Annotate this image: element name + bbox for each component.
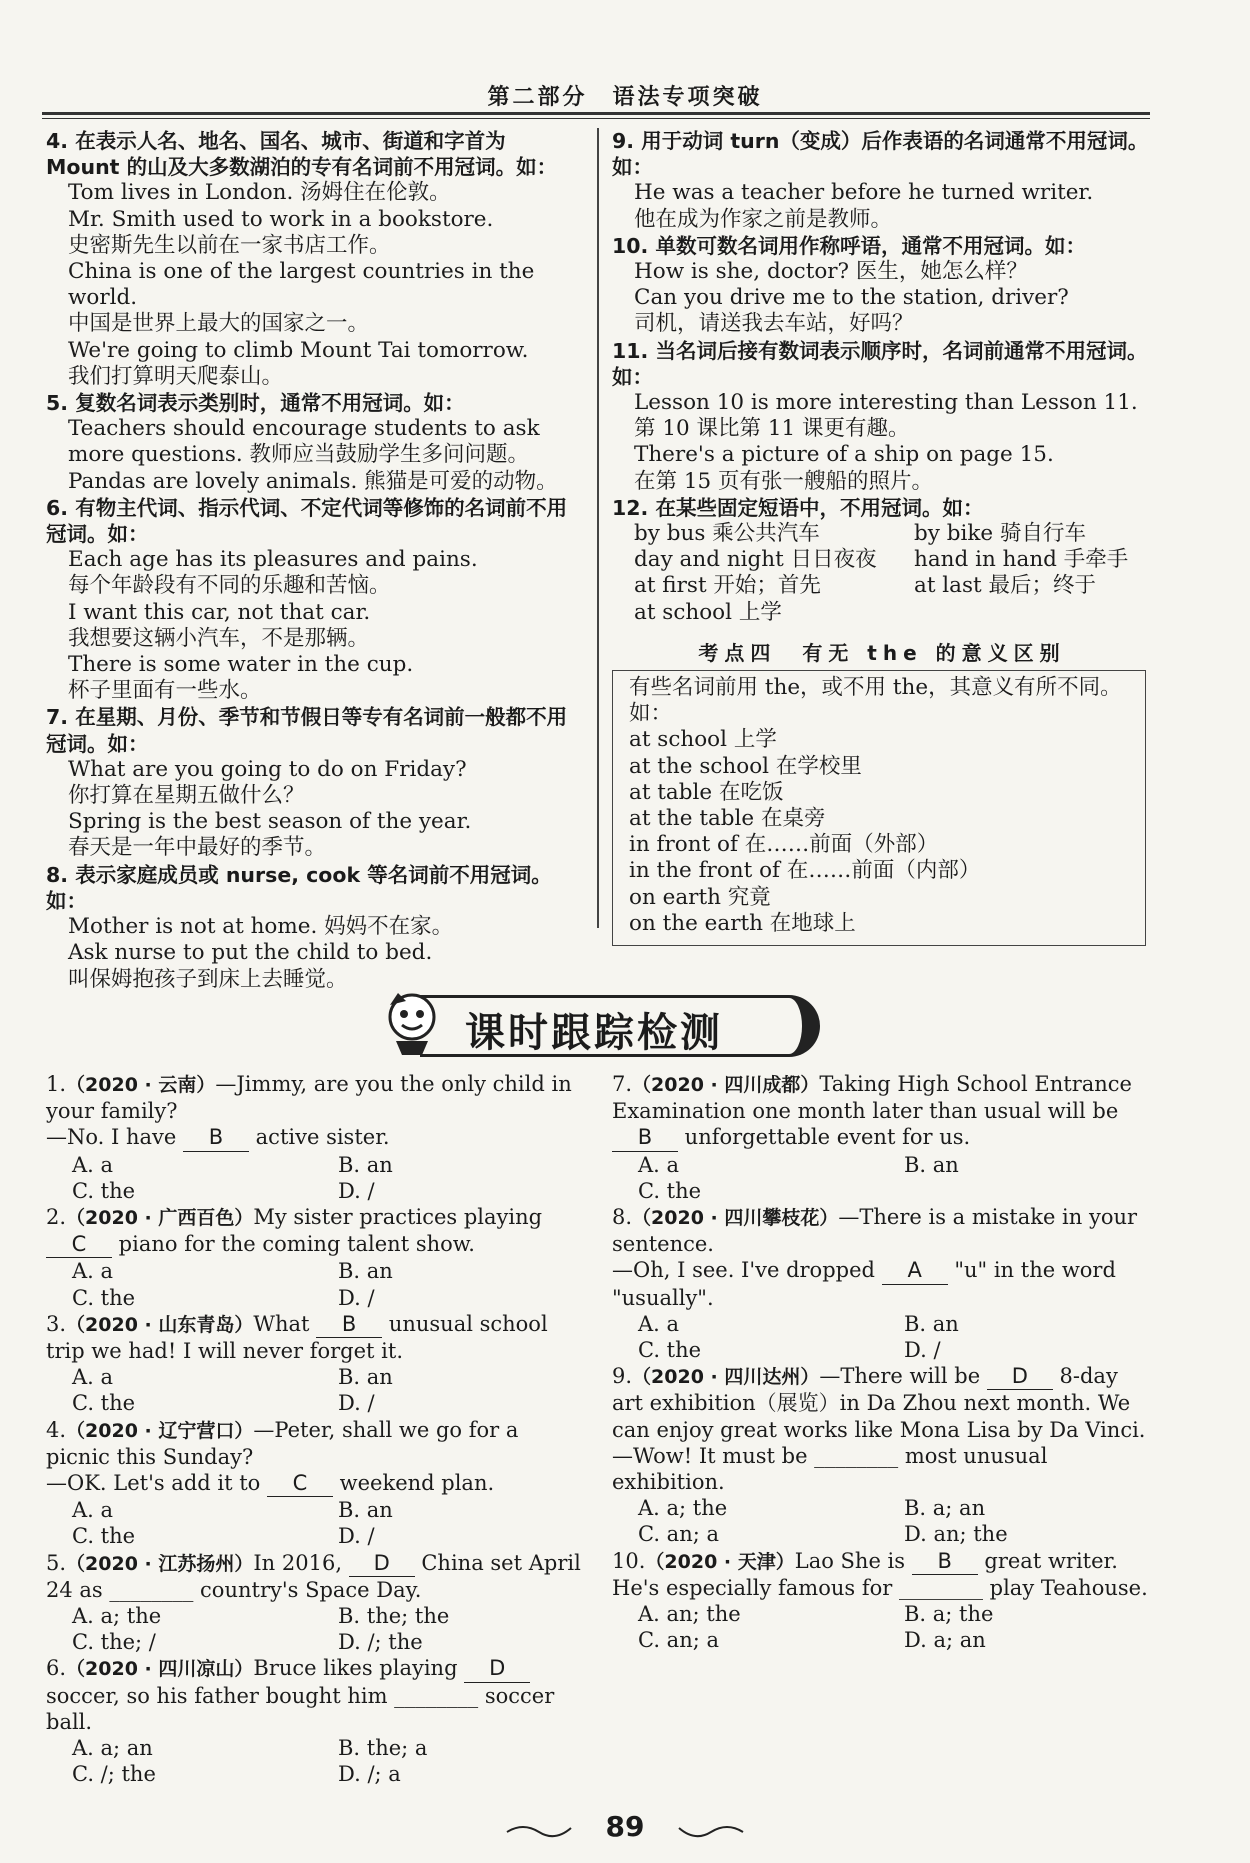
options-grid xyxy=(46,1258,586,1310)
section-banner xyxy=(360,987,820,1059)
example-line: He was a teacher before he turned writer. xyxy=(634,180,1094,206)
example-line: 每个年龄段有不同的乐趣和苦恼。 xyxy=(68,573,391,599)
options-grid xyxy=(612,1311,1152,1363)
example-line: 我们打算明天爬泰山。 xyxy=(68,363,284,389)
example-line: Lesson 10 is more interesting than Lesson 11. xyxy=(634,390,1138,416)
option: C. /; the xyxy=(72,1762,156,1787)
question-text: Lao She is xyxy=(794,1548,912,1573)
phrase-item: by bike 骑自行车 xyxy=(914,521,1086,547)
section-title: 第二部分 语法专项突破 xyxy=(487,84,763,110)
question-stem xyxy=(612,1204,1152,1257)
answer-blank: B xyxy=(912,1548,978,1575)
option: A. a xyxy=(72,1259,114,1284)
kaodian-item: at table 在吃饭 xyxy=(629,779,784,805)
example-line: 春天是一年中最好的季节。 xyxy=(68,835,327,861)
question-text: Taking High School Entrance Examination one month later than usual will be xyxy=(612,1072,1132,1124)
option: B. an xyxy=(338,1152,393,1177)
option: C. an; a xyxy=(638,1522,719,1547)
question-stem xyxy=(46,1204,586,1258)
kaodian-title: 考点四 有无 the 的意义区别 xyxy=(698,640,1066,665)
example-line: I want this car, not that car. xyxy=(68,599,371,625)
option: A. an; the xyxy=(638,1602,741,1627)
option xyxy=(904,1178,1104,1204)
left-rules-column xyxy=(46,128,586,993)
question-stem-cont xyxy=(46,1470,586,1497)
question-text: —Oh, I see. I've dropped xyxy=(612,1258,882,1283)
answer-blank: D xyxy=(349,1550,415,1577)
rule-heading: 5. 复数名词表示类别时，通常不用冠词。如： xyxy=(46,391,465,416)
flourish-right-icon xyxy=(675,1820,745,1842)
rule-heading: 9. 用于动词 turn（变成）后作表语的名词通常不用冠词。如： xyxy=(612,129,1149,180)
example-line: Tom lives in London. 汤姆住在伦敦。 xyxy=(68,180,451,206)
options-grid xyxy=(46,1603,586,1655)
example-line: How is she, doctor? 医生，她怎么样？ xyxy=(634,259,1028,285)
question-text: My sister practices playing xyxy=(253,1205,543,1230)
example-line: 在第 15 页有张一艘船的照片。 xyxy=(634,468,934,494)
option: A. a; the xyxy=(72,1604,162,1629)
example-line: Pandas are lovely animals. 熊猫是可爱的动物。 xyxy=(68,468,558,494)
phrase-item: by bus 乘公共汽车 xyxy=(634,521,820,547)
options-grid xyxy=(46,1497,586,1549)
question-text: —There is a mistake in your sentence. xyxy=(612,1205,1138,1257)
answer-blank: D xyxy=(464,1655,530,1682)
question-text: What xyxy=(253,1311,317,1336)
banner-label: 课时跟踪检测 xyxy=(465,1009,723,1056)
kaodian-item: on the earth 在地球上 xyxy=(629,910,856,936)
option: C. the xyxy=(72,1524,136,1549)
example-line: There's a picture of a ship on page 15. xyxy=(634,442,1054,468)
example-line: 第 10 课比第 11 课更有趣。 xyxy=(634,416,910,442)
question-item xyxy=(612,1071,1152,1204)
option: A. a; the xyxy=(638,1496,728,1521)
question-text-after: weekend plan. xyxy=(332,1471,495,1496)
example-line: 我想要这辆小汽车，不是那辆。 xyxy=(68,625,370,651)
question-text-after: great writer. He's especially famous for ________ play Teahouse. xyxy=(612,1548,1148,1600)
question-source: （2020 · 云南） xyxy=(66,1074,216,1096)
question-number: 4. xyxy=(46,1417,67,1442)
question-stem xyxy=(612,1363,1152,1495)
option: A. a xyxy=(638,1152,680,1177)
options-grid xyxy=(612,1601,1152,1653)
example-line: Can you drive me to the station, driver? xyxy=(634,285,1069,311)
question-number: 9. xyxy=(612,1364,633,1389)
example-line: 中国是世界上最大的国家之一。 xyxy=(68,311,370,337)
column-divider xyxy=(597,128,599,928)
header-rule xyxy=(42,112,1150,119)
kaodian-item: at school 上学 xyxy=(629,727,777,753)
option: C. the xyxy=(72,1285,136,1310)
question-stem xyxy=(46,1417,586,1470)
question-item xyxy=(46,1655,586,1787)
question-text-after: 8-day art exhibition（展览）in Da Zhou next month. We can enjoy great works like Mona Lisa by Da Vinci. —Wow! It must be ________ most unusual exhibition. xyxy=(612,1364,1146,1495)
example-line: There is some water in the cup. xyxy=(68,652,414,678)
rule-heading: 4. 在表示人名、地名、国名、城市、街道和字首为 Mount 的山及大多数湖泊的专有名词前不用冠词。如： xyxy=(46,129,558,180)
example-line: Spring is the best season of the year. xyxy=(68,809,472,835)
page-number: 89 xyxy=(605,1810,645,1843)
example-line: Each age has its pleasures and pains. xyxy=(68,547,478,573)
example-line: Ask nurse to put the child to bed. xyxy=(68,940,433,966)
kaodian-item: in the front of 在……前面（内部） xyxy=(629,858,981,884)
question-source: （2020 · 江苏扬州） xyxy=(66,1552,254,1575)
question-number: 7. xyxy=(612,1072,633,1096)
example-line: China is one of the largest countries in the world. xyxy=(68,259,535,311)
rule-heading: 11. 当名词后接有数词表示顺序时，名词前通常不用冠词。如： xyxy=(612,338,1148,389)
phrase-item: at school 上学 xyxy=(634,599,782,625)
example-line: Mr. Smith used to work in a bookstore. xyxy=(68,206,494,232)
question-text-after: soccer, so his father bought him ________ soccer ball. xyxy=(46,1683,555,1734)
answer-blank: D xyxy=(987,1363,1053,1390)
example-line: 你打算在星期五做什么？ xyxy=(68,783,305,809)
option: B. an xyxy=(904,1311,959,1336)
example-line: 杯子里面有一些水。 xyxy=(68,678,262,704)
question-source: （2020 · 广西百色） xyxy=(66,1207,254,1230)
option: B. an xyxy=(338,1365,393,1390)
option: B. the; the xyxy=(338,1604,450,1629)
answer-blank: C xyxy=(46,1231,112,1258)
phrase-item: day and night 日日夜夜 xyxy=(634,547,877,573)
question-stem xyxy=(46,1550,586,1603)
question-text-after: unusual school trip we had! I will never forget it. xyxy=(46,1311,548,1364)
example-line: Mother is not at home. 妈妈不在家。 xyxy=(68,914,454,940)
option: B. an xyxy=(904,1152,959,1177)
option: B. an xyxy=(338,1259,393,1284)
option: C. the xyxy=(72,1178,136,1203)
option: C. the xyxy=(72,1391,136,1416)
rule-heading: 7. 在星期、月份、季节和节假日等专有名词前一般都不用冠词。如： xyxy=(46,705,568,756)
options-grid xyxy=(612,1152,1152,1204)
question-number: 6. xyxy=(46,1656,67,1681)
question-source: （2020 · 四川攀枝花） xyxy=(632,1207,839,1230)
question-text-after: unforgettable event for us. xyxy=(678,1125,971,1150)
example-line: 叫保姆抱孩子到床上去睡觉。 xyxy=(68,966,348,992)
question-item xyxy=(46,1311,586,1417)
mascot-icon xyxy=(376,987,448,1059)
answer-blank: C xyxy=(267,1470,333,1497)
question-text: In 2016, xyxy=(253,1550,349,1575)
question-source: （2020 · 辽宁营口） xyxy=(66,1419,254,1442)
question-text: —Peter, shall we go for a picnic this Sunday? xyxy=(46,1417,519,1469)
option: D. / xyxy=(338,1524,375,1549)
questions-left xyxy=(46,1071,586,1787)
right-rules-column xyxy=(612,128,1152,946)
example-line: 史密斯先生以前在一家书店工作。 xyxy=(68,232,391,258)
question-source: （2020 · 四川成都） xyxy=(632,1074,820,1096)
question-item xyxy=(46,1071,586,1204)
question-stem xyxy=(612,1071,1152,1152)
question-number: 2. xyxy=(46,1205,67,1230)
answer-blank: B xyxy=(316,1311,382,1338)
rule-heading: 8. 表示家庭成员或 nurse, cook 等名词前不用冠词。如： xyxy=(46,862,552,913)
kaodian-item: at the table 在桌旁 xyxy=(629,806,826,832)
question-item xyxy=(612,1363,1152,1547)
rule-heading: 6. 有物主代词、指示代词、不定代词等修饰的名词前不用冠词。如： xyxy=(46,495,568,547)
question-source: （2020 · 四川达州） xyxy=(632,1366,820,1389)
question-number: 3. xyxy=(46,1311,67,1336)
kaodian-box xyxy=(612,670,1146,946)
phrase-item xyxy=(914,600,1174,626)
option: D. a; an xyxy=(904,1628,986,1653)
question-item xyxy=(46,1550,586,1656)
example-line: What are you going to do on Friday? xyxy=(68,756,467,782)
example-line: 他在成为作家之前是教师。 xyxy=(634,206,893,232)
question-stem xyxy=(46,1311,586,1364)
page-header xyxy=(0,74,1250,114)
option: B. a; an xyxy=(904,1496,986,1521)
question-stem-cont xyxy=(46,1124,586,1151)
question-item xyxy=(612,1204,1152,1363)
option: C. the xyxy=(638,1338,702,1363)
question-item xyxy=(46,1204,586,1311)
answer-blank: B xyxy=(612,1124,678,1151)
option: A. a xyxy=(72,1498,114,1523)
option: C. the xyxy=(638,1178,702,1203)
option: D. an; the xyxy=(904,1522,1008,1547)
question-text: —There will be xyxy=(819,1364,987,1389)
options-grid xyxy=(46,1152,586,1204)
kaodian-intro: 有些名词前用 the，或不用 the，其意义有所不同。如： xyxy=(629,675,1122,727)
answer-blank: B xyxy=(183,1124,249,1151)
question-stem xyxy=(46,1655,586,1735)
question-item xyxy=(46,1417,586,1550)
example-line: We're going to climb Mount Tai tomorrow. xyxy=(68,337,529,363)
option: D. /; the xyxy=(338,1630,423,1655)
question-text: —No. I have xyxy=(46,1125,183,1150)
option: A. a; an xyxy=(72,1736,153,1761)
option: B. a; the xyxy=(904,1602,994,1627)
rule-heading: 12. 在某些固定短语中，不用冠词。如： xyxy=(612,495,984,520)
option: B. the; a xyxy=(338,1736,428,1761)
question-text: —OK. Let's add it to xyxy=(46,1471,267,1496)
question-text-after: China set April 24 as ________ country's Space Day. xyxy=(46,1550,581,1602)
question-text: —Jimmy, are you the only child in your family? xyxy=(46,1072,572,1124)
question-text-after: active sister. xyxy=(248,1125,390,1150)
kaodian-item: in front of 在……前面（外部） xyxy=(629,832,939,858)
question-text: Bruce likes playing xyxy=(253,1656,465,1681)
question-number: 1. xyxy=(46,1072,67,1096)
option: C. the; / xyxy=(72,1630,156,1655)
options-grid xyxy=(46,1364,586,1416)
options-grid xyxy=(612,1495,1152,1547)
question-stem xyxy=(46,1071,586,1124)
option: C. an; a xyxy=(638,1628,719,1653)
question-number: 5. xyxy=(46,1550,67,1575)
example-line: Teachers should encourage students to ask more questions. 教师应当鼓励学生多问问题。 xyxy=(68,416,540,468)
question-item xyxy=(612,1548,1152,1654)
option: D. / xyxy=(338,1285,375,1310)
question-source: （2020 · 山东青岛） xyxy=(66,1313,254,1336)
phrase-item: at first 开始；首先 xyxy=(634,573,821,599)
question-text-after: "u" in the word "usually". xyxy=(612,1258,1116,1310)
option: D. /; a xyxy=(338,1762,401,1787)
option: A. a xyxy=(72,1365,114,1390)
question-source: （2020 · 天津） xyxy=(645,1550,795,1573)
option: A. a xyxy=(72,1152,114,1177)
option: D. / xyxy=(904,1338,941,1363)
option: A. a xyxy=(638,1311,680,1336)
example-line: 司机，请送我去车站，好吗？ xyxy=(634,311,914,337)
options-grid xyxy=(46,1735,586,1787)
phrase-item: hand in hand 手牵手 xyxy=(914,547,1129,573)
question-number: 10. xyxy=(612,1548,646,1573)
option: D. / xyxy=(338,1178,375,1203)
kaodian-item: at the school 在学校里 xyxy=(629,753,862,779)
phrase-item: at last 最后；终于 xyxy=(914,573,1096,599)
kaodian-item: on earth 究竟 xyxy=(629,884,771,910)
phrase-list xyxy=(612,521,1152,626)
question-stem-cont xyxy=(612,1257,1152,1310)
question-stem xyxy=(612,1548,1152,1601)
question-text-after: piano for the coming talent show. xyxy=(112,1232,475,1257)
option: B. an xyxy=(338,1498,393,1523)
questions-right xyxy=(612,1071,1152,1653)
answer-blank: A xyxy=(882,1257,948,1284)
rule-heading: 10. 单数可数名词用作称呼语，通常不用冠词。如： xyxy=(612,233,1086,258)
question-source: （2020 · 四川凉山） xyxy=(66,1658,254,1681)
question-number: 8. xyxy=(612,1205,633,1230)
option: D. / xyxy=(338,1391,375,1416)
